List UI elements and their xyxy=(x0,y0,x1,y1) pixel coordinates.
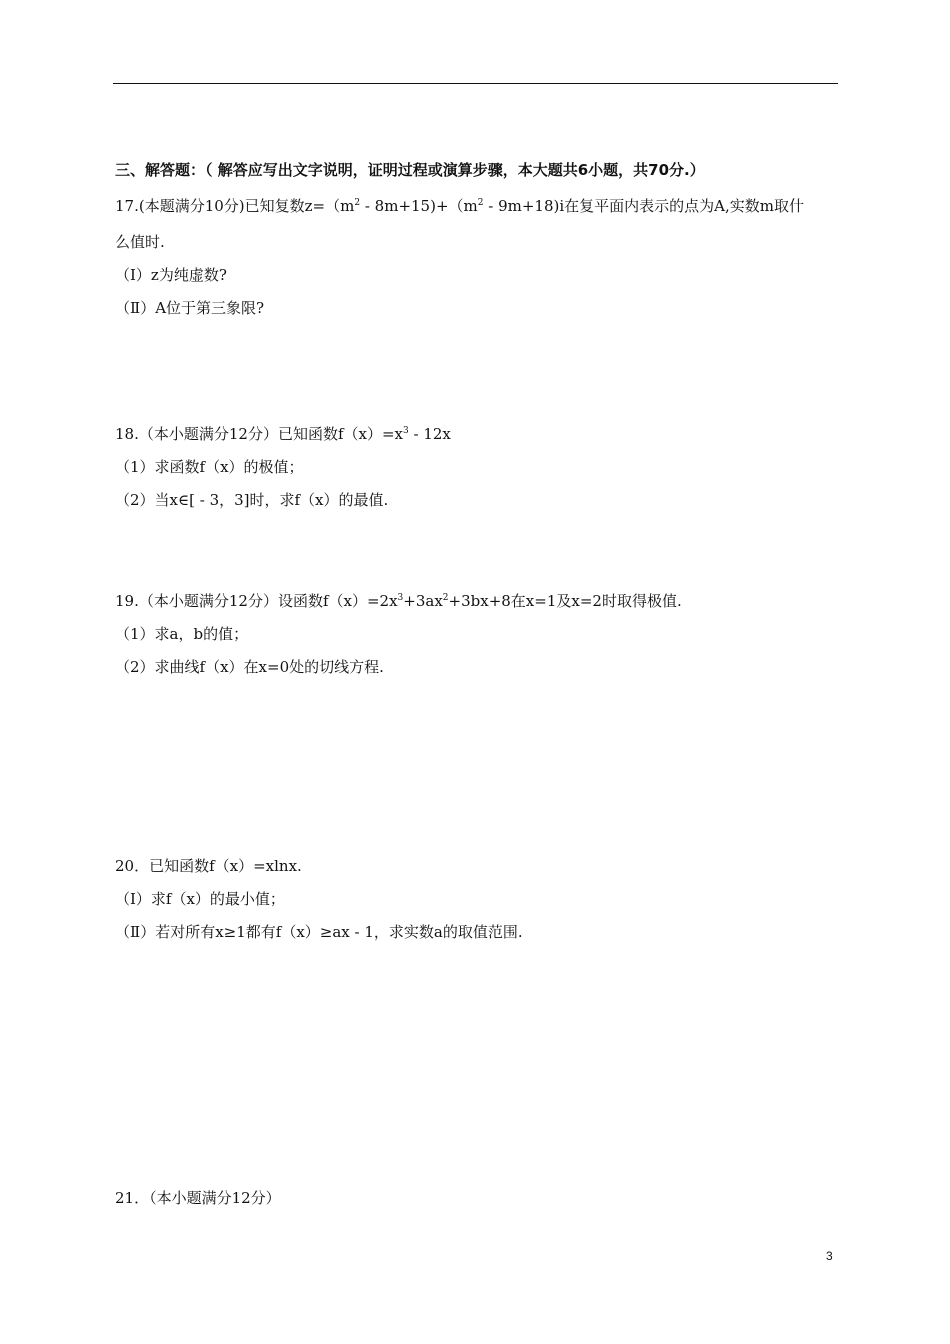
header-rule xyxy=(113,83,838,84)
q20-line1: 20．已知函数f（x）=xlnx. xyxy=(115,857,302,875)
q19-line1 xyxy=(115,591,682,611)
q20-part2: （Ⅱ）若对所有x≥1都有f（x）≥ax - 1，求实数a的取值范围. xyxy=(115,923,523,941)
q19-part1: （1）求a，b的值； xyxy=(115,625,249,643)
q17-text-c: - 9m+18)i在复平面内表示的点为A,实数m取什 xyxy=(483,197,804,215)
q18-line1 xyxy=(115,424,451,444)
q17-line2: 么值时. xyxy=(115,233,165,251)
q17-text-b: - 8m+15)+（m xyxy=(360,197,478,215)
page-number: 3 xyxy=(826,1249,833,1263)
q18-text-a: 18.（本小题满分12分）已知函数f（x）=x xyxy=(115,425,403,443)
q17-part1: （Ⅰ）z为纯虚数? xyxy=(115,266,227,284)
q17-line1 xyxy=(115,196,804,216)
q18-part2: （2）当x∈[ - 3，3]时，求f（x）的最值. xyxy=(115,491,389,509)
q19-exp-3: 3 xyxy=(397,593,404,603)
q19-text-b: +3ax xyxy=(403,592,443,610)
q17-text-a: 17.(本题满分10分)已知复数z=（m xyxy=(115,197,355,215)
q19-part2: （2）求曲线f（x）在x=0处的切线方程. xyxy=(115,658,384,676)
q18-text-b: - 12x xyxy=(408,425,451,443)
q19-text-a: 19.（本小题满分12分）设函数f（x）=2x xyxy=(115,592,398,610)
q19-text-c: +3bx+8在x=1及x=2时取得极值. xyxy=(448,592,682,610)
section-heading: 三、解答题：（ 解答应写出文字说明，证明过程或演算步骤，本大题共6小题，共70分.） xyxy=(115,161,705,179)
q17-part2: （Ⅱ）A位于第三象限? xyxy=(115,299,265,317)
q21-line1: 21．（本小题满分12分） xyxy=(115,1189,281,1207)
q17-exp-1: 2 xyxy=(354,198,361,208)
q18-exp: 3 xyxy=(402,426,409,436)
q19-exp-2: 2 xyxy=(442,593,449,603)
q17-exp-2: 2 xyxy=(477,198,484,208)
q18-part1: （1）求函数f（x）的极值； xyxy=(115,458,304,476)
q20-part1: （Ⅰ）求f（x）的最小值； xyxy=(115,890,285,908)
